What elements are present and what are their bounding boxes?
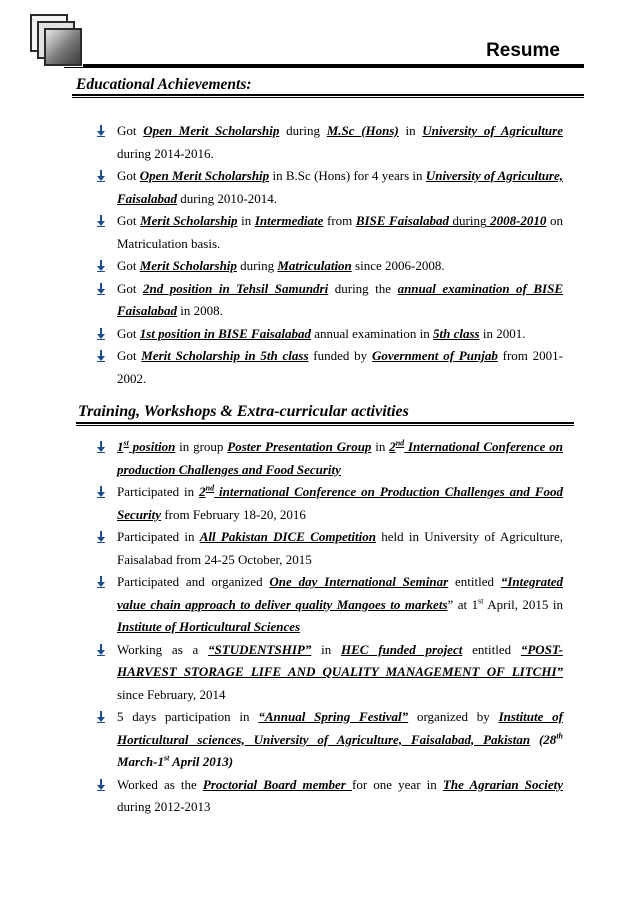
text-emphasis: April 2013) xyxy=(169,754,234,769)
text-emphasis: Open Merit Scholarship xyxy=(139,168,270,183)
text: in xyxy=(237,213,255,228)
text-emphasis: Merit Scholarship xyxy=(140,213,238,228)
superscript: st xyxy=(123,438,129,448)
text-emphasis: “Annual Spring Festival” xyxy=(258,709,409,724)
text: in B.Sc (Hons) for 4 years in xyxy=(269,168,426,183)
text: Working as a xyxy=(117,641,209,657)
list-item xyxy=(95,345,563,390)
text-emphasis: Government of Punjab xyxy=(371,348,498,363)
text-emphasis: Poster Presentation Group xyxy=(227,439,372,454)
arrow-down-bullet-icon xyxy=(95,486,107,498)
text: during 2014-2016. xyxy=(117,145,214,161)
list-item xyxy=(95,120,563,165)
text-emphasis: BISE Faisalabad xyxy=(355,213,449,228)
arrow-down-bullet-icon xyxy=(95,125,107,137)
text-emphasis: “STUDENTSHIP” xyxy=(208,641,312,657)
list-item xyxy=(95,323,563,346)
text-emphasis: Merit Scholarship in 5th class xyxy=(141,348,309,363)
text: in group xyxy=(175,439,228,454)
education-list xyxy=(95,120,563,390)
arrow-down-bullet-icon xyxy=(95,283,107,295)
text-emphasis: University of Agriculture xyxy=(422,123,563,138)
text: entitled xyxy=(448,574,501,589)
training-list xyxy=(95,436,563,819)
arrow-down-bullet-icon xyxy=(95,260,107,272)
text-emphasis: University of Agriculture, Faisalabad xyxy=(117,168,564,206)
list-item xyxy=(95,255,563,278)
text: from February 18-20, 2016 xyxy=(161,506,306,522)
text-emphasis: 5th class xyxy=(433,325,480,341)
text: in 2001. xyxy=(479,325,526,341)
text: Got xyxy=(117,280,144,296)
list-item xyxy=(95,165,563,210)
superscript: nd xyxy=(205,483,215,493)
list-item xyxy=(95,210,563,255)
text-emphasis: Merit Scholarship xyxy=(139,258,237,273)
text: Got xyxy=(117,213,141,228)
text: entitled xyxy=(462,641,521,657)
list-item xyxy=(95,706,563,774)
text: Participated in xyxy=(117,529,200,544)
stacked-squares-logo xyxy=(28,12,88,72)
section-divider xyxy=(76,422,574,424)
arrow-down-bullet-icon xyxy=(95,350,107,362)
text: in 2008. xyxy=(176,303,223,318)
text-emphasis: 1 xyxy=(117,439,124,454)
text-emphasis: 2008-2010 xyxy=(486,213,547,228)
text: from 2001-2002. xyxy=(117,348,563,386)
arrow-down-bullet-icon xyxy=(95,531,107,543)
list-item xyxy=(95,436,563,481)
text-emphasis: international Conference on Production Challenges and Food Security xyxy=(117,484,564,522)
text: funded by xyxy=(308,348,372,363)
text: since February, 2014 xyxy=(117,686,226,702)
text-emphasis: M.Sc (Hons) xyxy=(326,123,399,138)
arrow-down-bullet-icon xyxy=(95,215,107,227)
text: in xyxy=(311,641,341,657)
arrow-down-bullet-icon xyxy=(95,779,107,791)
superscript: st xyxy=(478,596,484,606)
text: from xyxy=(323,213,356,228)
text: during the xyxy=(328,280,398,296)
arrow-down-bullet-icon xyxy=(95,711,107,723)
arrow-down-bullet-icon xyxy=(95,644,107,656)
text: ” at 1 xyxy=(447,596,479,612)
text: Participated and organized xyxy=(117,574,270,589)
text: Worked as the xyxy=(117,776,203,792)
text: during xyxy=(279,123,327,138)
text-emphasis: position xyxy=(128,439,176,454)
text-emphasis: “Integrated value chain approach to deliver quality Mangoes to markets xyxy=(117,574,563,612)
logo-square-front xyxy=(44,28,82,66)
text: since 2006-2008. xyxy=(351,258,445,273)
text: during 2010-2014. xyxy=(176,190,277,206)
page-title: Resume xyxy=(486,40,560,61)
superscript: th xyxy=(556,731,563,741)
text: in xyxy=(371,439,390,454)
text-emphasis: Matriculation xyxy=(277,258,352,273)
text: Got xyxy=(117,348,142,363)
text: April, 2015 in xyxy=(483,596,564,612)
text-emphasis: Open Merit Scholarship xyxy=(143,123,280,138)
arrow-down-bullet-icon xyxy=(95,328,107,340)
text-emphasis: “POST-HARVEST STORAGE LIFE AND QUALITY MANAGEMENT OF LITCHI” xyxy=(117,641,563,679)
text: Got xyxy=(117,258,140,273)
list-item xyxy=(95,481,563,526)
text: Got xyxy=(117,168,140,183)
text-emphasis: HEC funded project xyxy=(340,641,463,657)
text: for one year in xyxy=(352,776,443,792)
header-divider-thin xyxy=(64,67,584,68)
text-emphasis: Intermediate xyxy=(254,213,324,228)
text: organized by xyxy=(408,709,499,724)
arrow-down-bullet-icon xyxy=(95,170,107,182)
text-emphasis: 1st position in BISE Faisalabad xyxy=(139,325,311,341)
text: in xyxy=(398,123,423,138)
list-item xyxy=(95,526,563,571)
section-heading-education: Educational Achievements: xyxy=(76,76,252,93)
text: during 2012-2013 xyxy=(117,799,211,814)
section-divider-thin xyxy=(76,425,574,426)
text: Participated in xyxy=(117,484,200,499)
superscript: st xyxy=(163,753,170,763)
text: during xyxy=(236,258,278,273)
section-heading-training: Training, Workshops & Extra-curricular activities xyxy=(78,403,409,420)
list-item xyxy=(95,774,563,819)
text: 5 days participation in xyxy=(117,709,259,724)
text-emphasis: 2 xyxy=(389,439,396,454)
text-emphasis: Institute of Horticultural Sciences xyxy=(117,619,301,634)
text-emphasis: The Agrarian Society xyxy=(442,776,564,792)
section-divider xyxy=(72,94,584,96)
text-emphasis: International Conference on production Challenges and Food Security xyxy=(117,439,563,477)
text: Got xyxy=(117,325,140,341)
text-emphasis: 2 xyxy=(199,484,206,499)
text: held in University of Agriculture, Faisalabad from 24-25 October, 2015 xyxy=(117,529,563,567)
text-emphasis: Institute of Horticultural sciences, University of Agriculture, Faisalabad, Pakistan xyxy=(117,709,564,747)
text: on Matriculation basis. xyxy=(117,213,563,251)
arrow-down-bullet-icon xyxy=(95,576,107,588)
text-emphasis: annual examination of BISE Faisalabad xyxy=(117,280,564,318)
section-divider-thin xyxy=(72,97,584,98)
text-emphasis: All Pakistan DICE Competition xyxy=(199,529,376,544)
text: Got xyxy=(117,123,144,138)
text-emphasis: (28 xyxy=(530,731,557,747)
text-emphasis: One day International Seminar xyxy=(269,574,449,589)
list-item xyxy=(95,639,563,707)
text-emphasis: 2nd position in Tehsil Samundri xyxy=(143,280,329,296)
list-item xyxy=(95,278,563,323)
text: annual examination in xyxy=(310,325,434,341)
superscript: nd xyxy=(395,438,405,448)
list-item xyxy=(95,571,563,639)
text-emphasis: Proctorial Board member xyxy=(202,776,352,792)
text: during xyxy=(448,213,487,228)
text-emphasis: March-1 xyxy=(117,754,164,769)
arrow-down-bullet-icon xyxy=(95,441,107,453)
